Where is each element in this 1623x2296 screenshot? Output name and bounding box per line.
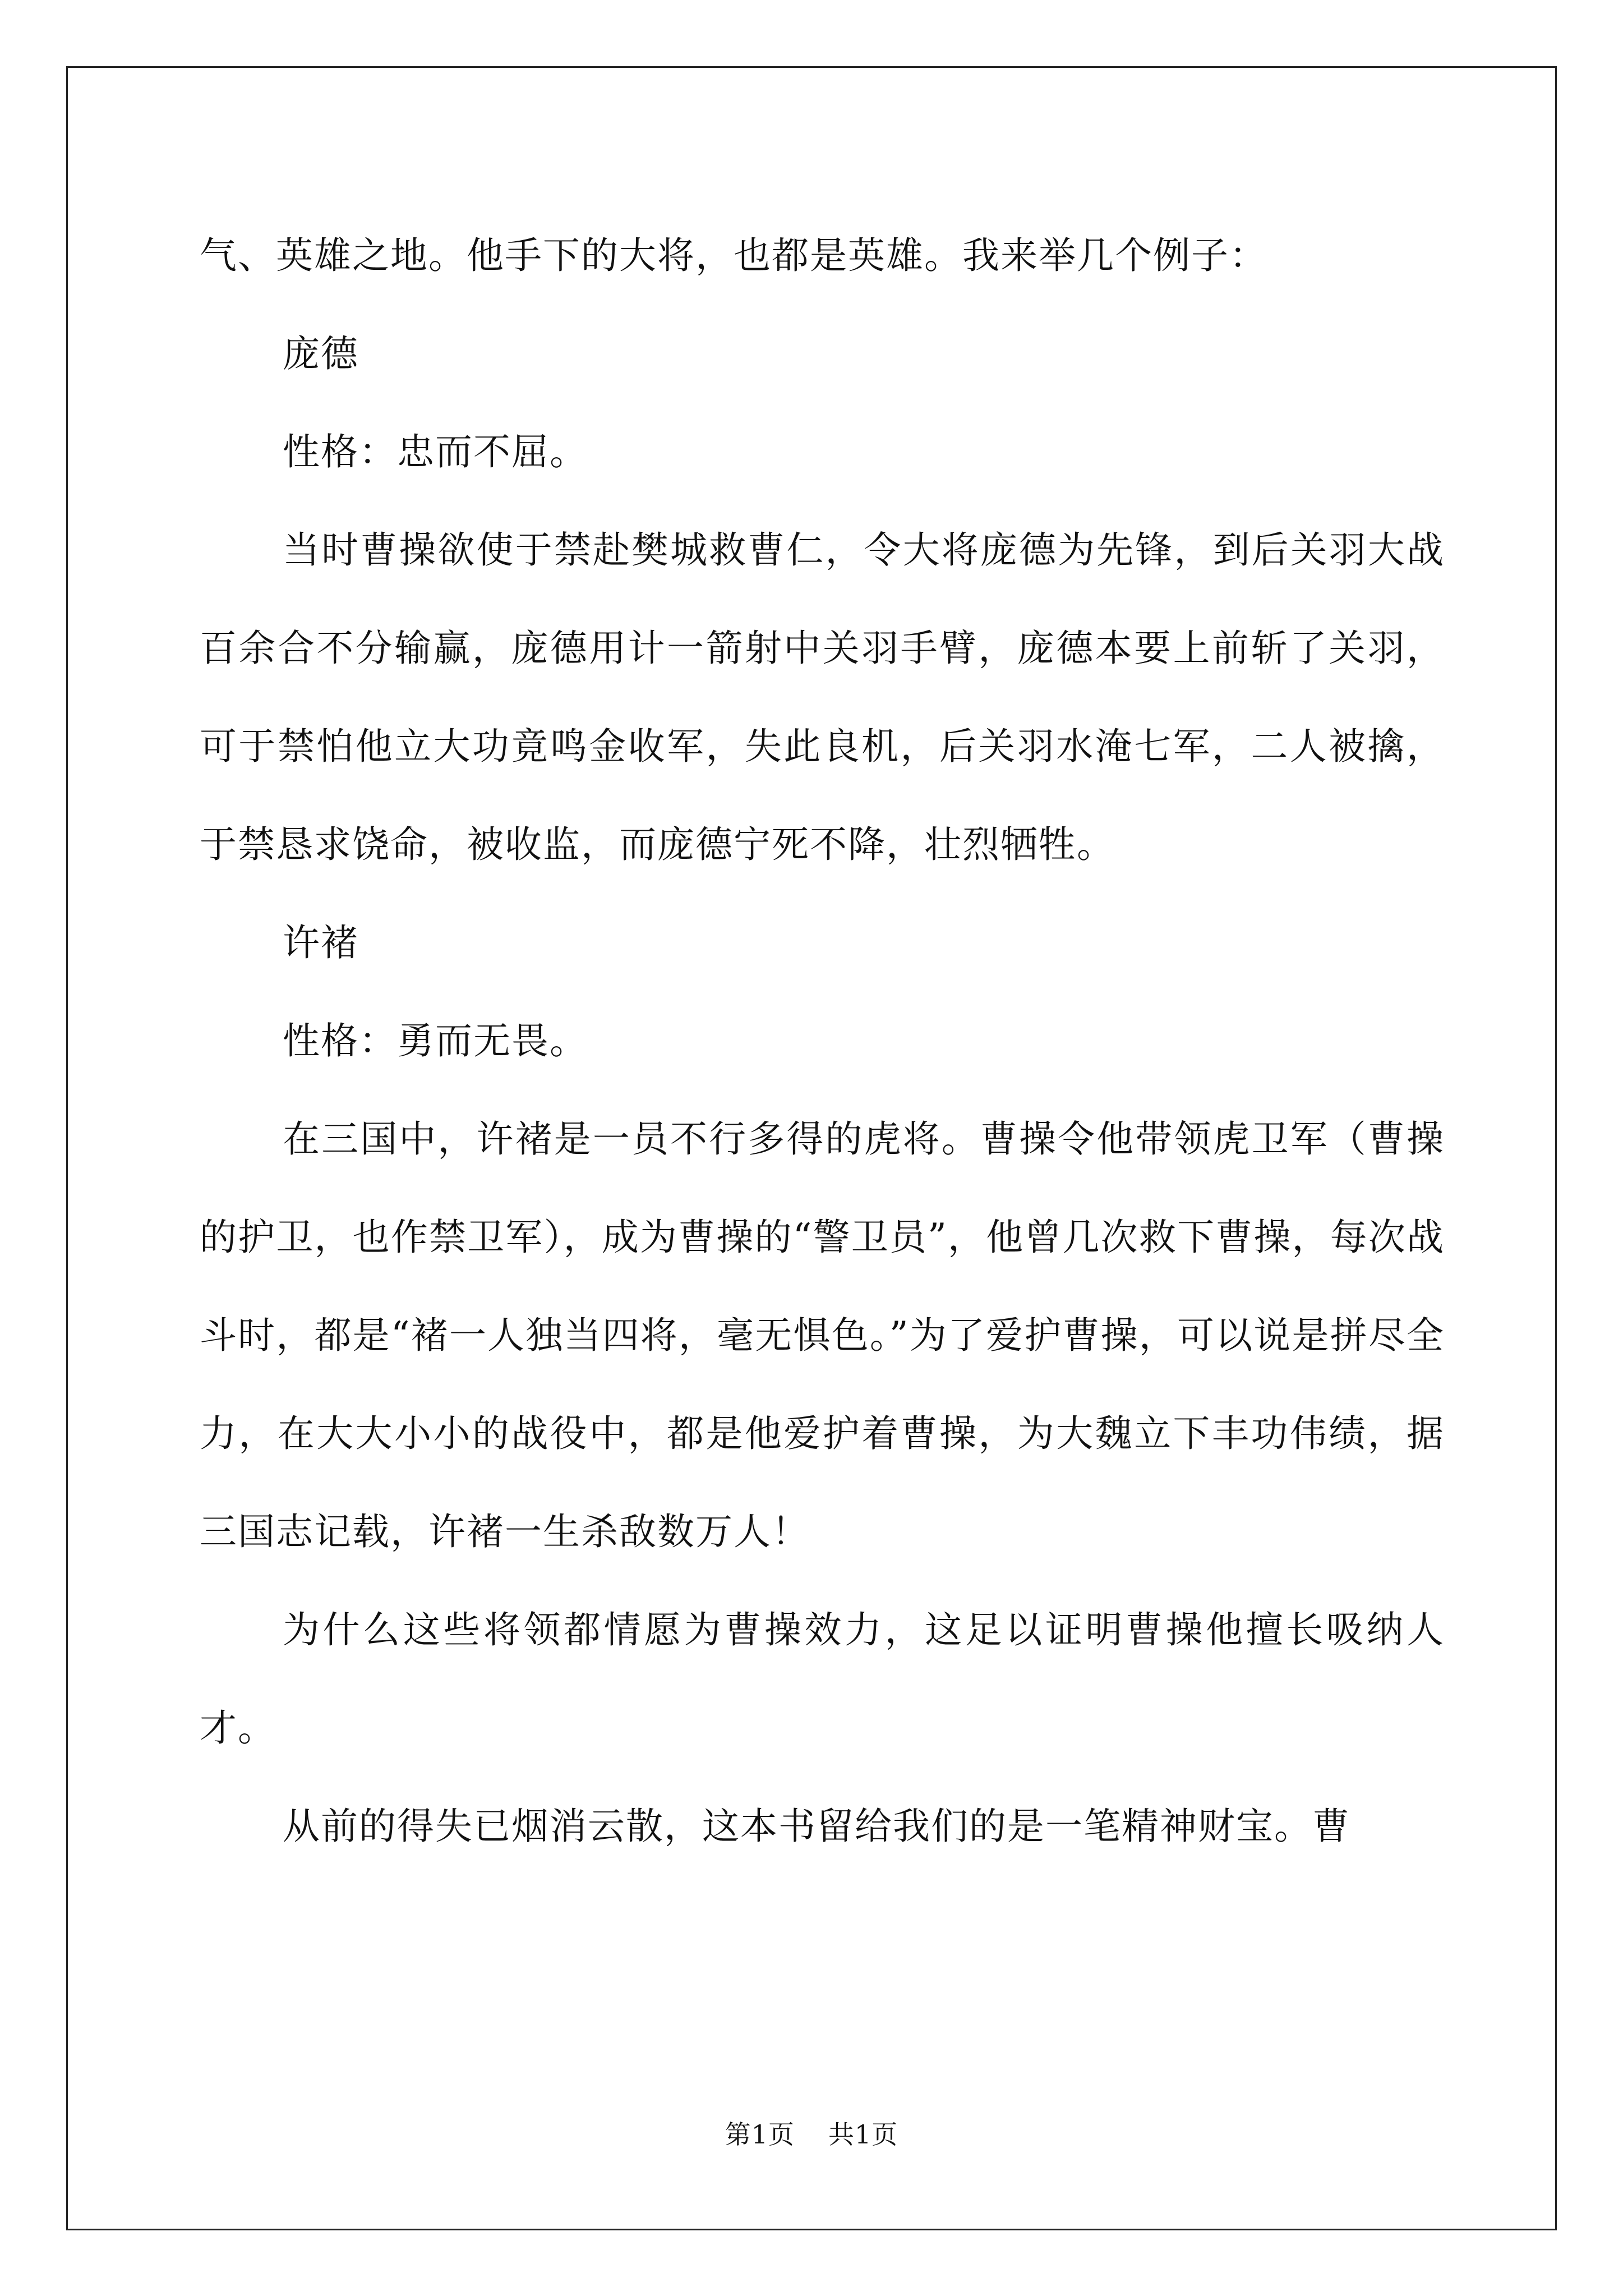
document-body [200, 206, 1445, 1875]
paragraph-closing: 从前的得失已烟消云散，这本书留给我们的是一笔精神财宝。曹 [283, 1805, 1350, 1848]
page-footer [0, 2118, 1623, 2151]
paragraph-pangde-story: 当时曹操欲使于禁赴樊城救曹仁，令大将庞德为先锋，到后关羽大战百余合不分输赢，庞德用计一箭射中关羽手臂，庞德本要上前斩了关羽，可于禁怕他立大功竟鸣金收军，失此良机，后关羽水淹七军，二人被擒，于禁恳求饶命，被收监，而庞德宁死不降，壮烈牺牲。 [200, 528, 1445, 866]
paragraph-xuchu-story: 在三国中，许褚是一员不行多得的虎将。曹操令他带领虎卫军（曹操的护卫，也作禁卫军），成为曹操的“警卫员”，他曾几次救下曹操，每次战斗时，都是“褚一人独当四将，毫无惧色。”为了爱护曹操，可以说是拼尽全力，在大大小小的战役中，都是他爱护着曹操，为大魏立下丰功伟绩，据三国志记载，许褚一生杀敌数万人！ [200, 1117, 1445, 1553]
page-number: 第1页 [725, 2119, 795, 2150]
heading-xuchu: 许褚 [283, 921, 359, 964]
paragraph-intro: 气、英雄之地。他手下的大将，也都是英雄。我来举几个例子： [200, 234, 1267, 277]
paragraph-xuchu-trait: 性格：勇而无畏。 [283, 1019, 588, 1062]
page-total: 共1页 [828, 2119, 898, 2150]
paragraph-conclusion: 为什么这些将领都情愿为曹操效力，这足以证明曹操他擅长吸纳人才。 [200, 1608, 1445, 1750]
heading-pangde: 庞德 [283, 332, 359, 375]
paragraph-pangde-trait: 性格：忠而不屈。 [283, 430, 588, 473]
